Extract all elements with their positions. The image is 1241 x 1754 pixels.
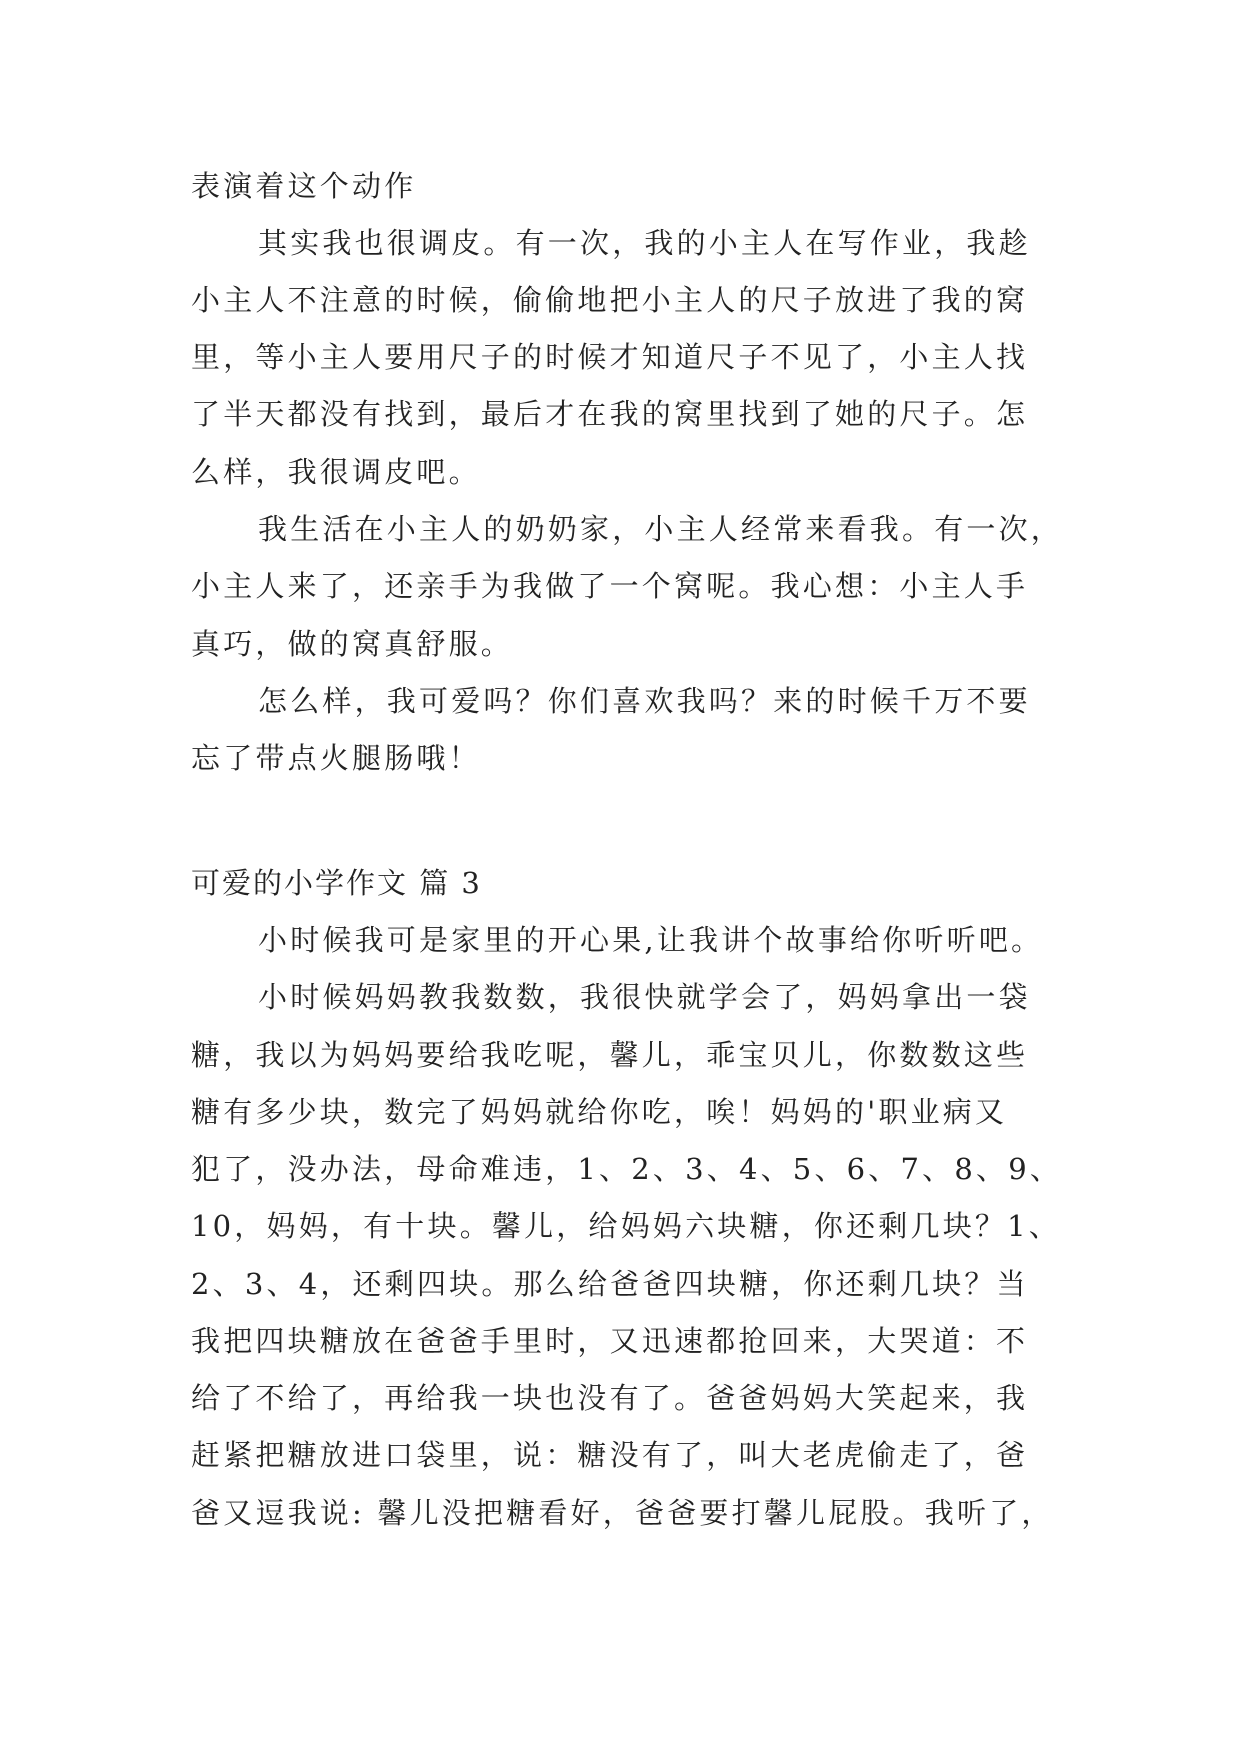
- paragraph-line: 了半天都没有找到，最后才在我的窝里找到了她的尺子。怎: [191, 397, 1029, 431]
- paragraph-line: 我生活在小主人的奶奶家，小主人经常来看我。有一次，: [258, 512, 1064, 546]
- paragraph-line: 里，等小主人要用尺子的时候才知道尺子不见了，小主人找: [191, 340, 1029, 374]
- paragraph-line: 其实我也很调皮。有一次，我的小主人在写作业，我趁: [258, 226, 1031, 260]
- paragraph-line: 小时候妈妈教我数数，我很快就学会了，妈妈拿出一袋: [258, 980, 1031, 1014]
- paragraph-line: 2、3、4，还剩四块。那么给爸爸四块糖，你还剩几块？当: [191, 1267, 1029, 1301]
- paragraph-line: 10，妈妈，有十块。馨儿，给妈妈六块糖，你还剩几块？1、: [191, 1209, 1061, 1243]
- paragraph-line: 怎么样，我可爱吗？你们喜欢我吗？来的时候千万不要: [258, 684, 1031, 718]
- paragraph-line: 忘了带点火腿肠哦！: [191, 741, 481, 775]
- paragraph-line: 我把四块糖放在爸爸手里时，又迅速都抢回来，大哭道：不: [191, 1324, 1029, 1358]
- paragraph-line: 真巧，做的窝真舒服。: [191, 627, 514, 661]
- paragraph-line: 糖有多少块，数完了妈妈就给你吃，唉！妈妈的'职业病又: [191, 1095, 1008, 1129]
- paragraph-line: 么样，我很调皮吧。: [191, 455, 481, 489]
- paragraph-line: 表演着这个动作: [191, 169, 417, 203]
- paragraph-line: 爸又逗我说: 馨儿没把糖看好，爸爸要打馨儿屁股。我听了，: [191, 1496, 1054, 1530]
- section-title: 可爱的小学作文 篇 3: [191, 866, 482, 900]
- paragraph-line: 犯了，没办法，母命难违，1、2、3、4、5、6、7、8、9、: [191, 1152, 1063, 1186]
- paragraph-line: 小时候我可是家里的开心果,让我讲个故事给你听听吧。: [258, 923, 1044, 957]
- paragraph-line: 给了不给了，再给我一块也没有了。爸爸妈妈大笑起来，我: [191, 1381, 1029, 1415]
- paragraph-line: 糖，我以为妈妈要给我吃呢，馨儿，乖宝贝儿，你数数这些: [191, 1038, 1029, 1072]
- paragraph-line: 小主人来了，还亲手为我做了一个窝呢。我心想：小主人手: [191, 569, 1029, 603]
- paragraph-line: 小主人不注意的时候，偷偷地把小主人的尺子放进了我的窝: [191, 283, 1029, 317]
- paragraph-line: 赶紧把糖放进口袋里，说：糖没有了，叫大老虎偷走了，爸: [191, 1438, 1029, 1472]
